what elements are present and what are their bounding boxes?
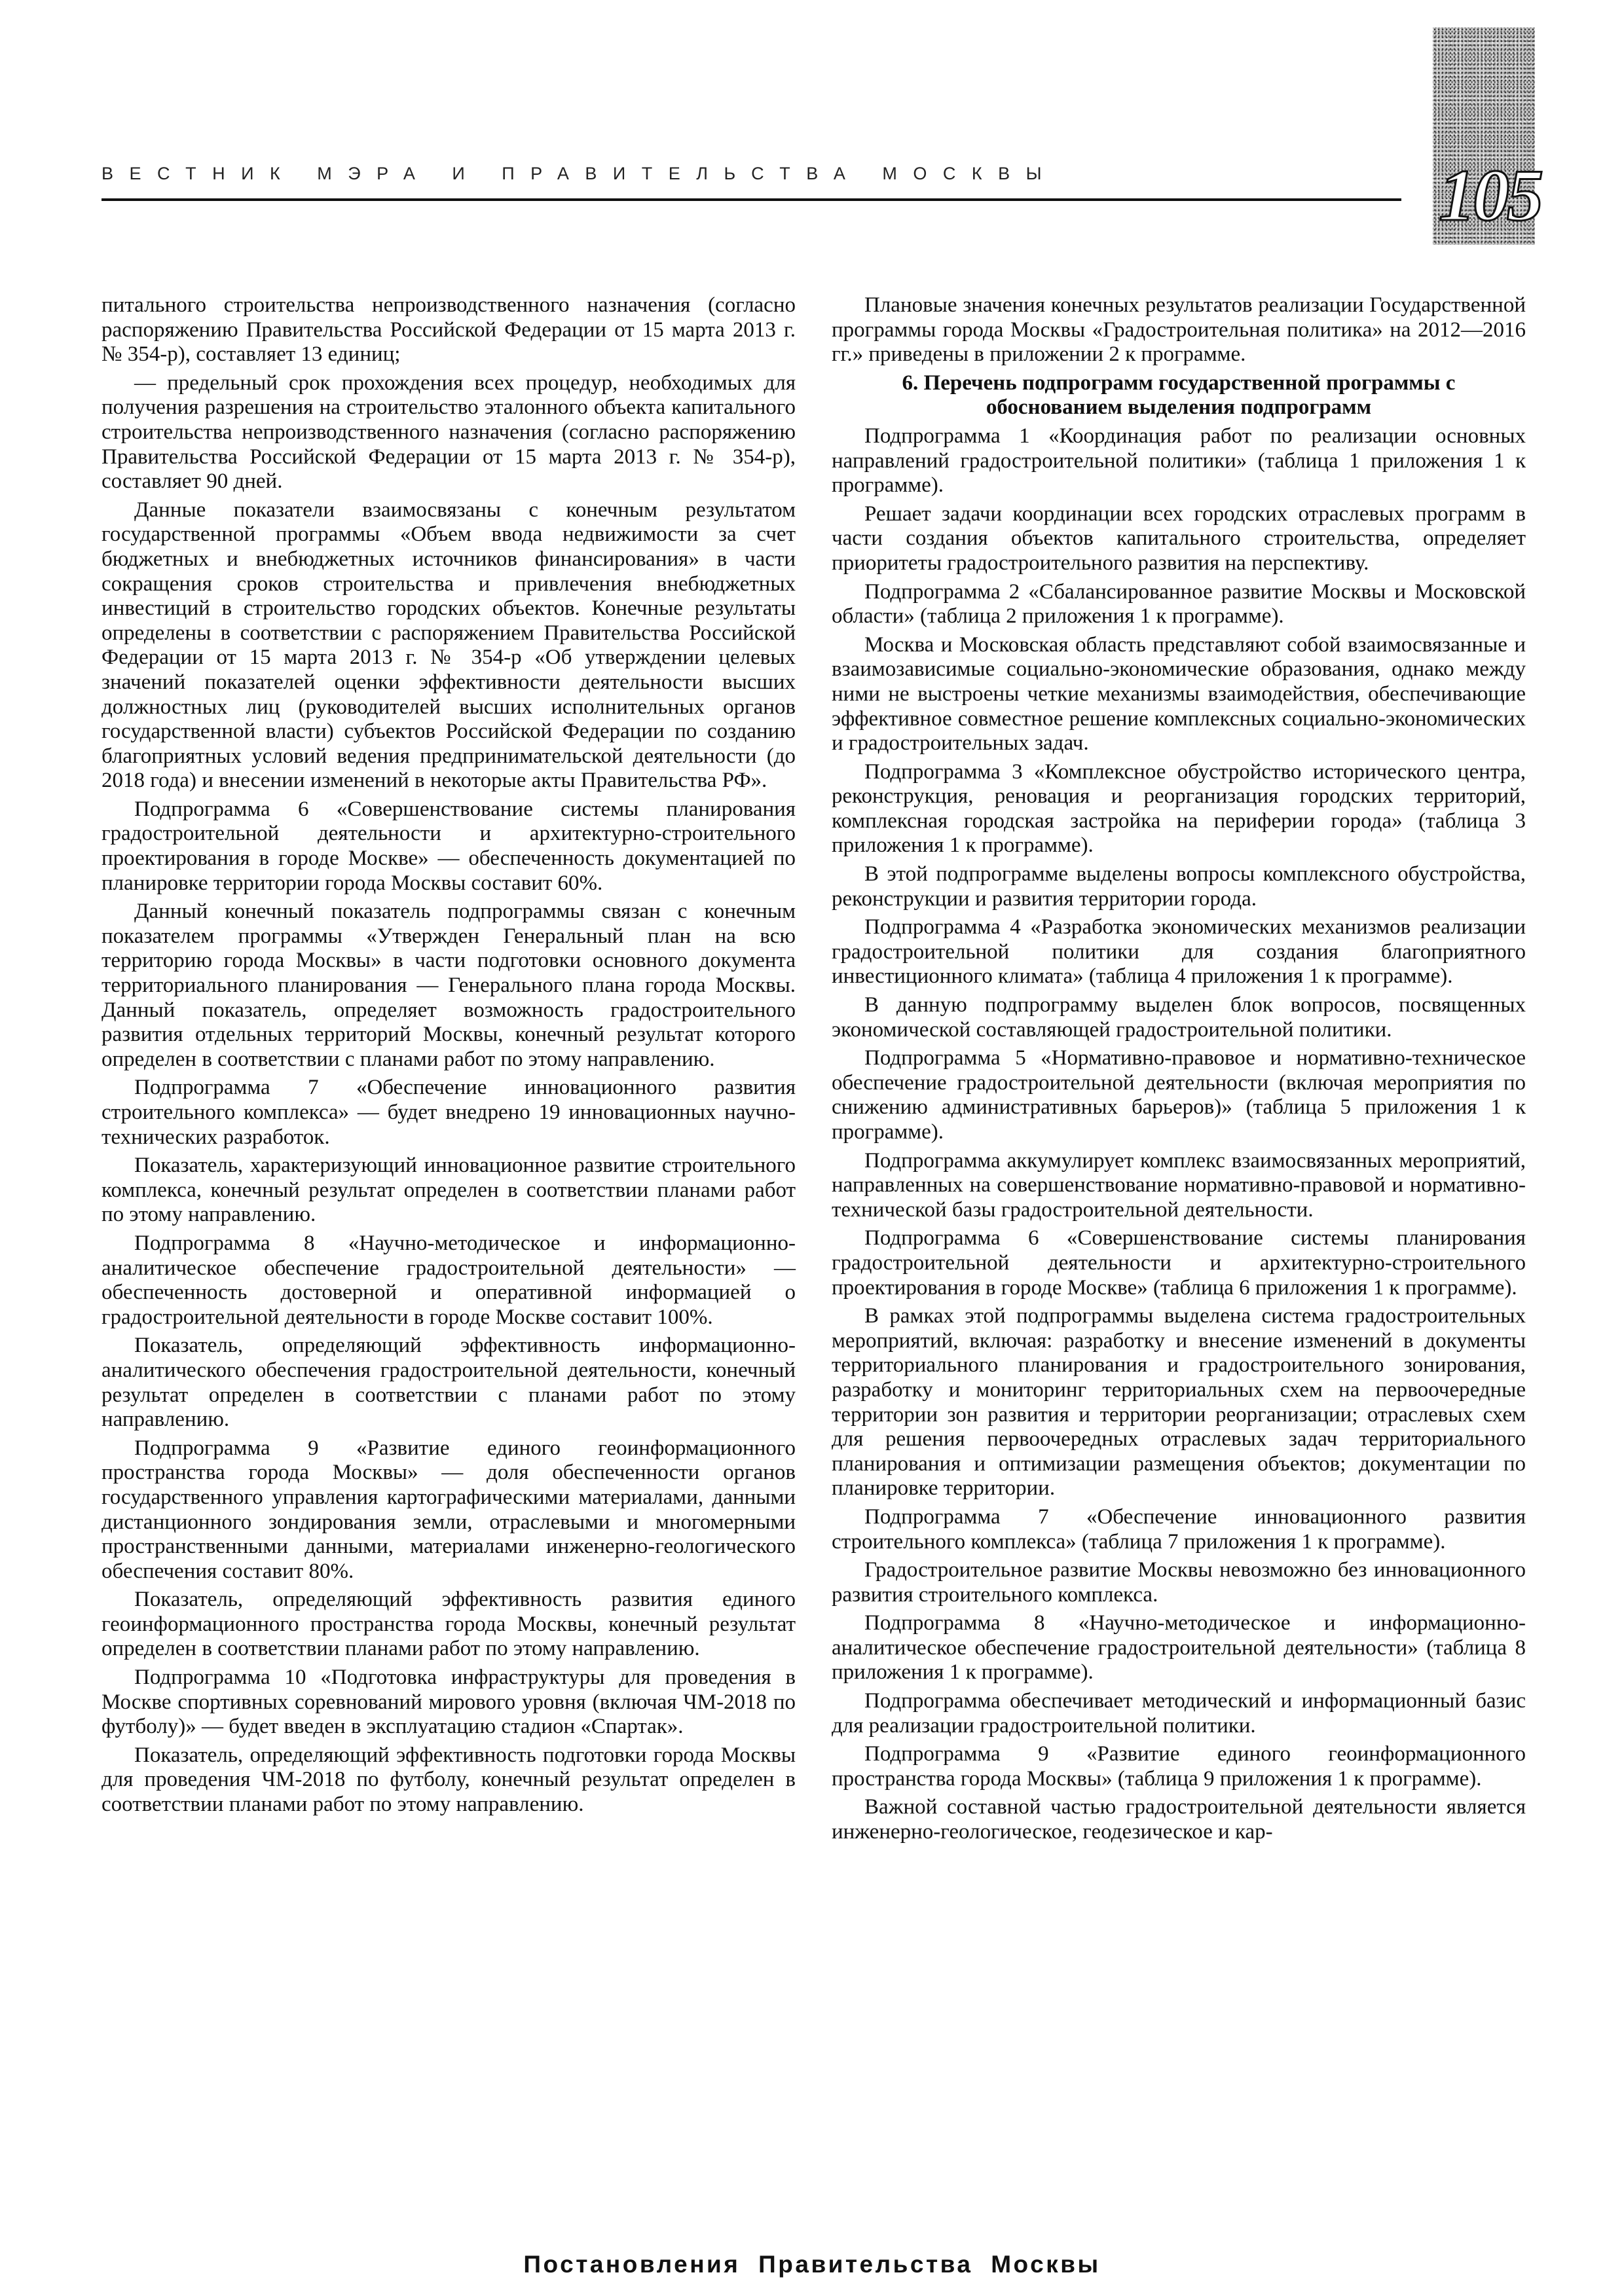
right-column (832, 293, 1526, 1849)
paragraph: Показатель, определяющий эффективность информационно-аналитического обеспечения градостроительной деятельности, конечный результат определен в соответствии с планами работ по этому направлению. (101, 1334, 796, 1432)
paragraph: Подпрограмма обеспечивает методический и информационный базис для реализации градостроительной политики. (832, 1689, 1526, 1738)
paragraph: Подпрограмма 8 «Научно-методическое и информационно-аналитическое обеспечение градостроительной деятельности» — обеспеченность достоверной и оперативной информацией о градостроительной деятельности в городе Москве составит 100%. (101, 1231, 796, 1329)
paragraph: Подпрограмма 5 «Нормативно-правовое и нормативно-техническое обеспечение градостроительной деятельности (включая мероприятия по снижению административных барьеров)» (таблица 5 приложения 1 к программе). (832, 1046, 1526, 1144)
paragraph: Подпрограмма 2 «Сбалансированное развитие Москвы и Московской области» (таблица 2 приложения 1 к программе). (832, 579, 1526, 629)
paragraph: Подпрограмма 9 «Развитие единого геоинформационного пространства города Москвы» — доля обеспеченности органов государственного управления картографическими материалами, данными дистанционного зондирования земли, отраслевыми и многомерными пространственными данными, материалами инженерно-геологического обеспечения составит 80%. (101, 1436, 796, 1583)
paragraph: Подпрограмма 8 «Научно-методическое и информационно-аналитическое обеспечение градостроительной деятельности» (таблица 8 приложения 1 к программе). (832, 1611, 1526, 1685)
paragraph: Подпрограмма 6 «Совершенствование системы планирования градостроительной деятельности и архитектурно-строительного проектирования в городе Москве» — обеспеченность документацией по планировке территории города Москвы составит 60%. (101, 797, 796, 895)
paragraph: Подпрограмма аккумулирует комплекс взаимосвязанных мероприятий, направленных на совершенствование нормативно-правовой и нормативно-технической базы градостроительной деятельности. (832, 1148, 1526, 1222)
journal-title: ВЕСТНИК МЭРА И ПРАВИТЕЛЬСТВА МОСКВЫ (101, 164, 1058, 183)
paragraph: Показатель, характеризующий инновационное развитие строительного комплекса, конечный результат определен в соответствии планами работ по этому направлению. (101, 1154, 796, 1227)
paragraph: Данные показатели взаимосвязаны с конечным результатом государственной программы «Объем ввода недвижимости за счет бюджетных и внебюджетных источников финансирования» в части сокращения сроков строительства и привлечения внебюджетных инвестиций в строительство городских объектов. Конечные результаты определены в соответствии с распоряжением Правительства Российской Федерации от 15 марта 2013 г. № 354-р «Об утверждении целевых значений показателей оценки эффективности деятельности высших должностных лиц (руководителей высших исполнительных органов государственной власти) субъектов Российской Федерации по созданию благоприятных условий ведения предпринимательской деятельности (до 2018 года) и внесении изменений в некоторые акты Правительства РФ». (101, 498, 796, 793)
paragraph: Москва и Московская область представляют собой взаимосвязанные и взаимозависимые социально-экономические образования, однако между ними не выстроены четкие механизмы взаимодействия, обеспечивающие эффективное совместное решение комплексных социально-экономических и градостроительных задач. (832, 632, 1526, 756)
section-heading: 6. Перечень подпрограмм государственной программы с обоснованием выделения подпрограмм (902, 371, 1456, 420)
paragraph: Подпрограмма 9 «Развитие единого геоинформационного пространства города Москвы» (таблица 9 приложения 1 к программе). (832, 1742, 1526, 1791)
paragraph-intro: Плановые значения конечных результатов реализации Государственной программы города Москвы «Градостроительная политика» на 2012—2016 гг.» приведены в приложении 2 к программе. (832, 293, 1526, 367)
paragraph: Показатель, определяющий эффективность развития единого геоинформационного пространства города Москвы, конечный результат определен в соответствии планами работ по этому направлению. (101, 1588, 796, 1661)
paragraph: Градостроительное развитие Москвы невозможно без инновационного развития строительного комплекса. (832, 1558, 1526, 1607)
paragraph: Важной составной частью градостроительной деятельности является инженерно-геологическое, геодезическое и кар- (832, 1795, 1526, 1844)
paragraph: Подпрограмма 4 «Разработка экономических механизмов реализации градостроительной политики для создания благоприятного инвестиционного климата» (таблица 4 приложения 1 к программе). (832, 915, 1526, 989)
left-column (101, 293, 796, 1821)
footer-section-title: Постановления Правительства Москвы (523, 2251, 1101, 2278)
paragraph: В рамках этой подпрограммы выделена система градостроительных мероприятий, включая: разработку и внесение изменений в документы территориального планирования и градостроительного зонирования, разработку и мониторинг территориальных схем на первоочередные территории зон развития и территории реорганизации; отраслевых схем для решения первоочередных отраслевых задач территориального планирования и оптимизации размещения объектов; документации по планировке территории. (832, 1304, 1526, 1501)
paragraph: Решает задачи координации всех городских отраслевых программ в части создания объектов капитального строительства, определяет приоритеты градостроительного развития на перспективу. (832, 501, 1526, 575)
page-number: 105 (1439, 155, 1541, 236)
paragraph: питального строительства непроизводственного назначения (согласно распоряжению Правительства Российской Федерации от 15 марта 2013 г. № 354-р), составляет 13 единиц; (101, 293, 796, 367)
paragraph: В этой подпрограмме выделены вопросы комплексного обустройства, реконструкции и развития территории города. (832, 862, 1526, 911)
paragraph: Данный конечный показатель подпрограммы связан с конечным показателем программы «Утвержден Генеральный план на всю территорию города Москвы» в части подготовки основного документа территориального планирования — Генерального плана города Москвы. Данный показатель, определяет возможность градостроительного развития отдельных территорий Москвы, конечный результат которого определен в соответствии с планами работ по этому направлению. (101, 900, 796, 1071)
paragraph: Подпрограмма 10 «Подготовка инфраструктуры для проведения в Москве спортивных соревнований мирового уровня (включая ЧМ-2018 по футболу)» — будет введен в эксплуатацию стадион «Спартак». (101, 1666, 796, 1739)
paragraph: — предельный срок прохождения всех процедур, необходимых для получения разрешения на строительство эталонного объекта капитального строительства непроизводственного назначения (согласно распоряжению Правительства Российской Федерации от 15 марта 2013 г. № 354-р), составляет 90 дней. (101, 371, 796, 494)
header-divider (101, 198, 1401, 201)
paragraph: Подпрограмма 7 «Обеспечение инновационного развития строительного комплекса» (таблица 7 приложения 1 к программе). (832, 1504, 1526, 1554)
paragraph: Подпрограмма 3 «Комплексное обустройство исторического центра, реконструкция, реновация и реорганизация городских территорий, комплексная городская застройка на периферии города» (таблица 3 приложения 1 к программе). (832, 759, 1526, 858)
paragraph: В данную подпрограмму выделен блок вопросов, посвященных экономической составляющей градостроительной политики. (832, 993, 1526, 1042)
paragraph: Показатель, определяющий эффективность подготовки города Москвы для проведения ЧМ-2018 по футболу, конечный результат определен в соответствии планами работ по этому направлению. (101, 1743, 796, 1817)
paragraph: Подпрограмма 7 «Обеспечение инновационного развития строительного комплекса» — будет внедрено 19 инновационных научно-технических разработок. (101, 1076, 796, 1149)
paragraph: Подпрограмма 6 «Совершенствование системы планирования градостроительной деятельности и архитектурно-строительного проектирования в городе Москве» (таблица 6 приложения 1 к программе). (832, 1226, 1526, 1300)
paragraph: Подпрограмма 1 «Координация работ по реализации основных направлений градостроительной политики» (таблица 1 приложения 1 к программе). (832, 424, 1526, 498)
